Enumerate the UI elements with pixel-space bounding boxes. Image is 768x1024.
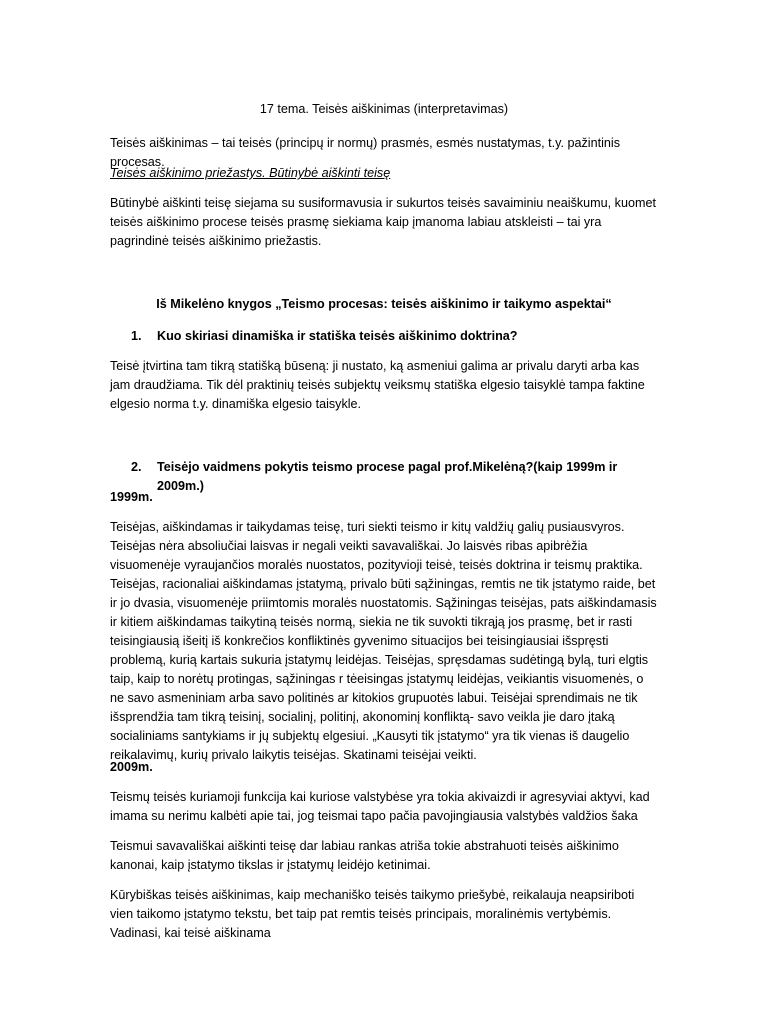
document-title: 17 tema. Teisės aiškinimas (interpretavimas) bbox=[259, 102, 509, 116]
question-2-number: 2. bbox=[131, 460, 142, 474]
year-2009-heading: 2009m. bbox=[110, 760, 153, 774]
paragraph-2009-a: Teismų teisės kuriamoji funkcija kai kuriose valstybėse yra tokia akivaizdi ir agresyviai aktyvi, kad imama su nerimu kalbėti apie tai, jog teismai tapo pačia pavojingiausia valstybės valdžios šaka bbox=[110, 790, 650, 823]
paragraph-2009-c: Kūrybiškas teisės aiškinimas, kaip mechaniško teisės taikymo priešybė, reikalauja neapsiriboti vien taikomo įstatymo tekstu, bet taip pat remtis teisės principais, moralinėmis vertybėmis. Vadinasi, kai teisė aiškinama bbox=[110, 888, 635, 940]
necessity-paragraph: Būtinybė aiškinti teisę siejama su susiformavusia ir sukurtos teisės savaiminiu neaiškumu, kuomet teisės aiškinimo procese teisės prasmę siekiama kaip įmanoma labiau atskleisti – tai yra pagrindinė teisės aiškinimo priežastis. bbox=[110, 196, 656, 248]
question-1-number: 1. bbox=[131, 329, 142, 343]
question-1-text: Kuo skiriasi dinamiška ir statiška teisės aiškinimo doktrina? bbox=[157, 329, 518, 343]
definition-paragraph: Teisės aiškinimas – tai teisės (principų ir normų) prasmės, esmės nustatymas, t.y. pažintinis procesas. bbox=[110, 136, 620, 169]
year-1999-heading: 1999m. bbox=[110, 490, 153, 504]
paragraph-1999: Teisėjas, aiškindamas ir taikydamas teisę, turi siekti teismo ir kitų valdžių galių pusiausvyros. Teisėjas nėra absoliučiai laisvas ir negali veikti savavališkai. Jo laisvės ribas apibrėžia visuomenėje vyraujančios moralės nuostatos, pozityvioji teisė, teisės doktrina ir teismų praktika. Teisėjas, racionaliai aiškindamas įstatymą, privalo būti sąžiningas, remtis ne tik įstatymo raide, bet ir jo dvasia, visuomenėje priimtomis moralės nuostatomis. Sąžiningas teisėjas, pats aiškindamasis ir kitiem aiškindamas taikytiną teisės normą, siekia ne tik suvokti tikrąją jos prasmę, bet ir rasti teisingiausią išeitį iš konkrečios konfliktinės gyvenimo situacijos bei teisingiausiai išspręsti problemą, kurią kartais sukuria įstatymų leidėjas. Teisėjas, spręsdamas sudėtingą bylą, turi elgtis taip, kaip to norėtų protingas, sąžiningas r tėeisingas įstatymų leidėjas, veikiantis visuomenės, o ne savo asmeniniam arba savo politinės ar kitokios grupuotės labui. Teisėjai sprendimais ne tik išsprendžia tam tikrą teisinį, socialinį, politinį, akonominį konfliktą- savo veikla jie daro įtaką socialiniams santykiams ir jų subjektų elgesiui. „Kausyti tik įstatymo“ yra tik vienas iš daugelio reikalavimų, kurių privalo laikytis teisėjas. Skatinami teisėjai veikti. bbox=[110, 520, 657, 762]
paragraph-2009-b: Teismui savavališkai aiškinti teisę dar labiau rankas atriša tokie abstrahuoti teisės aiškinimo kanonai, kaip įstatymo tikslas ir įstatymų leidėjo ketinimai. bbox=[110, 839, 619, 872]
question-2-text: Teisėjo vaidmens pokytis teismo procese pagal prof.Mikelėną?(kaip 1999m ir 2009m.) bbox=[157, 460, 618, 493]
section-heading: Teisės aiškinimo priežastys. Būtinybė aiškinti teisę bbox=[110, 166, 391, 180]
question-1 bbox=[110, 327, 658, 346]
book-heading: Iš Mikelėno knygos „Teismo procesas: teisės aiškinimo ir taikymo aspektai“ bbox=[156, 297, 612, 311]
answer-1-paragraph: Teisė įtvirtina tam tikrą statišką būseną: ji nustato, ką asmeniui galima ar privalu daryti arba kas jam draudžiama. Tik dėl praktinių teisės subjektų veiksmų statiška elgesio taisyklė tampa faktine elgesio norma t.y. dinamiška elgesio taisykle. bbox=[110, 359, 645, 411]
